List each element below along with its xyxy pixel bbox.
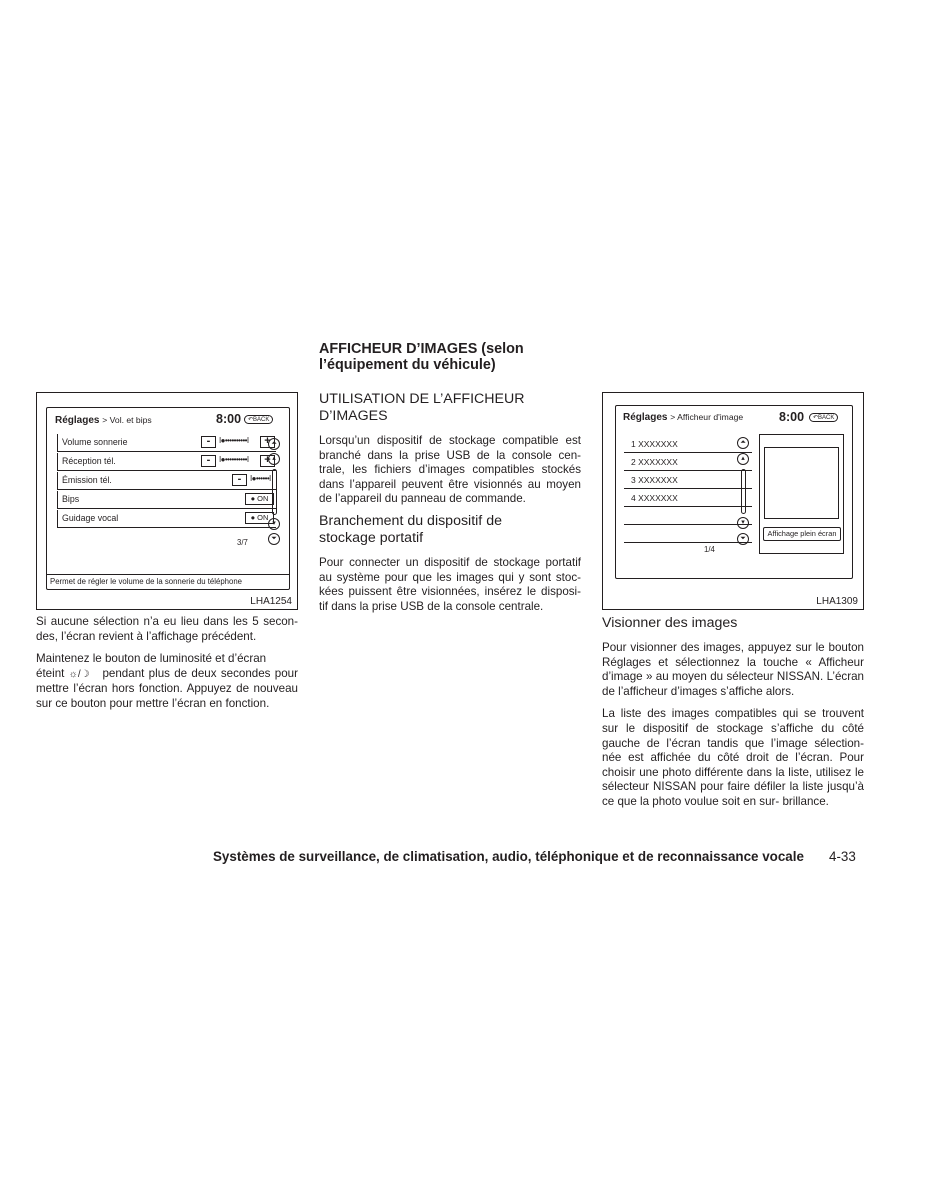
brightness-icon: ☼/☽ [68,668,90,680]
full-screen-button[interactable]: Affichage plein écran [763,527,841,541]
row-emission-tel[interactable] [57,472,276,490]
scroll-top-icon[interactable]: ⏶ [268,438,280,450]
level-indicator: I●••••••••••I [219,455,249,464]
toggle-on-button[interactable]: ● ON [245,512,274,524]
scrollbar[interactable] [272,469,277,515]
scroll-down-icon[interactable]: ▾ [737,517,749,529]
list-item[interactable] [624,526,752,543]
back-button[interactable]: ↶BACK [809,413,838,422]
row-label: Guidage vocal [62,513,119,523]
scroll-bottom-icon[interactable]: ⏷ [268,533,280,545]
row-reception-tel[interactable] [57,453,276,471]
left-column [36,615,298,712]
plus-button[interactable]: + [260,455,275,467]
list-item[interactable]: 3 XXXXXXX [624,472,752,489]
image-preview-frame [759,434,844,554]
scroll-down-icon[interactable]: ▾ [268,518,280,530]
middle-para-2: Pour connecter un dispositif de stockage portatif au système pour que les images qui y sont stoc- kées puissent être visionnées, insérez le disposi- tif dans la prise USB de la console centrale. [319,556,581,613]
level-indicator: I●••••••••••I [219,436,249,445]
list-item[interactable]: 1 XXXXXXX [624,436,752,453]
level-indicator: I●••••••I [250,474,271,483]
plus-button[interactable]: + [260,436,275,448]
footer-chapter-title: Systèmes de surveillance, de climatisation, audio, téléphonique et de reconnaissance vocale [213,849,804,864]
row-bips[interactable] [57,491,276,509]
section-title: AFFICHEUR D’IMAGES (selon l’équipement du véhicule) [319,341,524,373]
figure-code: LHA1309 [816,596,858,607]
status-bar: Permet de régler le volume de la sonnerie du téléphone [47,574,289,589]
scroll-up-icon[interactable]: ▴ [268,453,280,465]
row-label: Volume sonnerie [62,437,128,447]
screen-volume-settings [46,407,290,590]
paragraph: Maintenez le bouton de luminosité et d’écran éteint ☼/☽ pendant plus de deux secondes pour mettre l’écran hors fonction. Appuyez de nouveau sur ce bouton pour mettre l’écran en fonction. [36,652,298,710]
screen-clock: 8:00 [216,412,242,426]
scroll-bottom-icon[interactable]: ⏷ [737,533,749,545]
list-item[interactable]: 4 XXXXXXX [624,490,752,507]
subsection-heading: Branchement du dispositif de stockage portatif [319,513,502,546]
paragraph: La liste des images compatibles qui se trouvent sur le dispositif de stockage s’affiche du côté gauche de l’écran tandis que l’image sélection- née est affichée du côté droit de l’écran. Pour choisir une photo différente dans la liste, utilisez le sélecteur NISSAN pour faire défiler la liste jusqu’à ce que la photo voulue soit en sur- brillance. [602,707,864,808]
back-button[interactable]: ↶BACK [244,415,273,424]
list-item[interactable] [624,508,752,525]
figure-code: LHA1254 [250,596,292,607]
minus-button[interactable]: - [232,474,247,486]
image-preview [764,447,839,519]
back-arrow-icon: ↶ [248,417,254,423]
paragraph: Si aucune sélection n’a eu lieu dans les 5 secon- des, l’écran revient à l’affichage précédent. [36,615,298,643]
screen-title: Réglages > Vol. et bips [55,415,152,426]
back-arrow-icon: ↶ [813,415,819,421]
minus-button[interactable]: - [201,455,216,467]
subsection-title: UTILISATION DE L’AFFICHEUR D’IMAGES [319,391,525,424]
scroll-up-icon[interactable]: ▴ [737,453,749,465]
figure-volume-settings [36,392,298,610]
row-label: Réception tél. [62,456,116,466]
row-guidage-vocal[interactable] [57,510,276,528]
figure-image-viewer [602,392,864,610]
minus-button[interactable]: - [201,436,216,448]
scrollbar[interactable] [741,469,746,514]
right-heading: Visionner des images [602,615,738,631]
middle-para-1: Lorsqu’un dispositif de stockage compatible est branché dans la prise USB de la console cen- trale, les fichiers d’images compatibles stockés dans l’appareil peuvent être visionnés au moyen de l’appareil du panneau de commande. [319,434,581,506]
row-label: Bips [62,494,80,504]
page-number: 4-33 [829,849,856,864]
paragraph: Pour visionner des images, appuyez sur le bouton Réglages et sélectionnez la touche « Afficheur d’image » au moyen du sélecteur NISSAN. L’écran de l’afficheur d’images s’affiche alors. [602,641,864,698]
page-indicator: 1/4 [704,545,715,554]
right-column [602,641,864,810]
row-volume-sonnerie[interactable] [57,434,276,452]
screen-title: Réglages > Afficheur d'image [623,412,744,423]
toggle-on-button[interactable]: ● ON [245,493,274,505]
row-label: Émission tél. [62,475,112,485]
list-item[interactable]: 2 XXXXXXX [624,454,752,471]
scroll-top-icon[interactable]: ⏶ [737,437,749,449]
screen-clock: 8:00 [779,410,805,424]
screen-image-viewer [615,405,853,579]
page-indicator: 3/7 [237,538,248,547]
